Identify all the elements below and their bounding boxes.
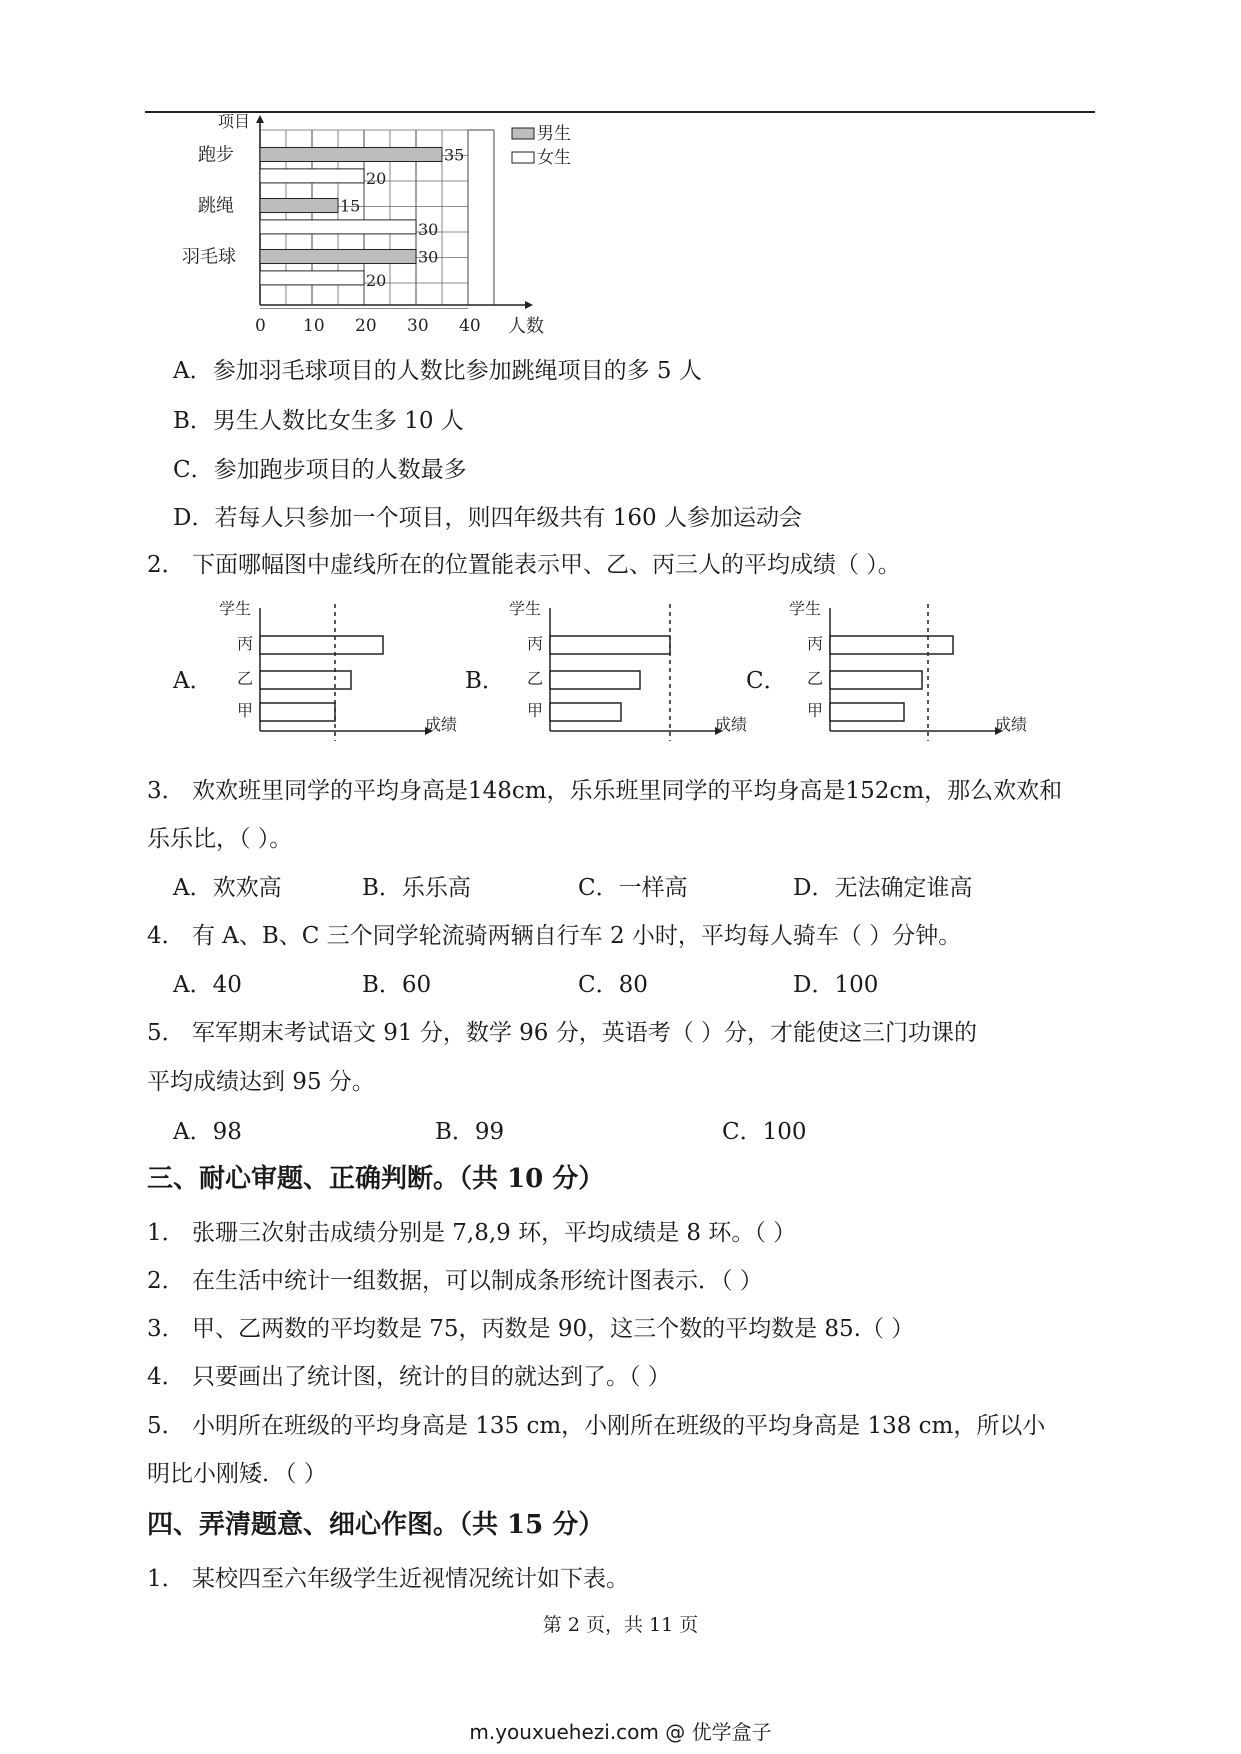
category-label: 甲 xyxy=(527,701,544,720)
category-label: 丙 xyxy=(237,634,254,653)
bar xyxy=(260,703,335,721)
category-label: 羽毛球 xyxy=(182,246,236,268)
q1-option-d: D．若每人只参加一个项目，则四年级共有 160 人参加运动会 xyxy=(173,505,802,531)
q5-line2: 平均成绩达到 95 分。 xyxy=(147,1069,375,1095)
bar-girls xyxy=(260,220,416,234)
q3-line2: 乐乐比，（ ）。 xyxy=(147,826,293,852)
category-label: 丙 xyxy=(527,634,544,653)
bar-girls xyxy=(260,271,364,285)
category-label: 乙 xyxy=(807,669,824,688)
section3-item-5-line2: 明比小刚矮．（ ） xyxy=(147,1461,327,1487)
q4-stem: 4． 有 A、B、C 三个同学轮流骑两辆自行车 2 小时，平均每人骑车（ ）分钟。 xyxy=(147,923,962,949)
x-axis-arrow xyxy=(525,301,533,309)
x-axis-label: 成绩 xyxy=(425,715,458,734)
bar xyxy=(550,671,640,689)
bar-label-boys: 15 xyxy=(340,196,361,216)
y-axis-arrow xyxy=(256,115,264,123)
section4-title: 四、弄清题意、细心作图。（共 15 分） xyxy=(147,1510,605,1540)
section3-item-4: 4． 只要画出了统计图，统计的目的就达到了。（ ） xyxy=(147,1364,671,1390)
bar-label-girls: 30 xyxy=(418,219,439,239)
y-axis-label: 学生 xyxy=(509,599,542,618)
x-tick-label: 40 xyxy=(459,316,481,336)
q3-option-c: C．一样高 xyxy=(578,875,688,901)
q3-option-a: A．欢欢高 xyxy=(173,875,282,901)
q4-option-d: D．100 xyxy=(793,972,879,998)
q2-chart-a xyxy=(215,596,470,741)
q4-option-b: B．60 xyxy=(362,972,432,998)
section3-item-5: 5． 小明所在班级的平均身高是 135 cm，小刚所在班级的平均身高是 138 cm，所以小 xyxy=(147,1413,1046,1439)
q4-option-a: A．40 xyxy=(173,972,242,998)
site-watermark: m.youxuehezi.com @ 优学盒子 xyxy=(469,1720,772,1744)
bar-label-boys: 35 xyxy=(444,145,465,165)
q1-option-c: C．参加跑步项目的人数最多 xyxy=(173,457,467,483)
q2-label-b: B． xyxy=(465,668,505,694)
legend-label-girls: 女生 xyxy=(537,148,571,168)
legend-swatch-boys xyxy=(512,128,534,139)
bar xyxy=(830,703,904,721)
bar-label-boys: 30 xyxy=(418,247,439,267)
q3-line1: 3． 欢欢班里同学的平均身高是148cm，乐乐班里同学的平均身高是152cm，那么欢欢和 xyxy=(147,778,1063,804)
q4-option-c: C．80 xyxy=(578,972,648,998)
category-label: 丙 xyxy=(807,634,824,653)
bar xyxy=(830,671,922,689)
q2-chart-b xyxy=(505,596,760,741)
x-axis-label: 成绩 xyxy=(715,715,748,734)
page-footer: 第 2 页，共 11 页 xyxy=(542,1614,699,1636)
bar xyxy=(260,636,383,654)
q5-line1: 5． 军军期末考试语文 91 分，数学 96 分，英语考（ ）分，才能使这三门功课的 xyxy=(147,1020,978,1046)
category-label: 跑步 xyxy=(198,144,234,166)
q3-option-b: B．乐乐高 xyxy=(362,875,471,901)
bar-boys xyxy=(260,147,442,161)
bar xyxy=(260,671,351,689)
y-axis-label: 项目 xyxy=(218,112,251,131)
y-axis-label: 学生 xyxy=(789,599,822,618)
category-label: 甲 xyxy=(807,701,824,720)
category-label: 乙 xyxy=(527,669,544,688)
section3-item-1: 1． 张珊三次射击成绩分别是 7,8,9 环，平均成绩是 8 环。（ ） xyxy=(147,1220,797,1246)
q5-option-c: C．100 xyxy=(722,1119,807,1145)
section3-item-2: 2． 在生活中统计一组数据，可以制成条形统计图表示．（ ） xyxy=(147,1268,763,1294)
q5-option-b: B．99 xyxy=(435,1119,505,1145)
q2-chart-c xyxy=(785,596,1040,741)
y-axis-label: 学生 xyxy=(219,599,252,618)
q1-option-b: B．男生人数比女生多 10 人 xyxy=(173,408,464,434)
header-rule xyxy=(145,111,1095,113)
x-tick-label: 0 xyxy=(255,316,266,336)
bar-boys xyxy=(260,198,338,212)
bar-girls xyxy=(260,169,364,183)
x-tick-label: 30 xyxy=(407,316,429,336)
category-label: 跳绳 xyxy=(198,195,234,217)
q1-option-a: A．参加羽毛球项目的人数比参加跳绳项目的多 5 人 xyxy=(173,358,702,384)
q5-option-a: A．98 xyxy=(173,1119,242,1145)
category-label: 乙 xyxy=(237,669,254,688)
sports-bar-chart xyxy=(182,112,590,340)
q2-label-c: C． xyxy=(746,668,787,694)
section3-item-3: 3． 甲、乙两数的平均数是 75，丙数是 90，这三个数的平均数是 85.（ ） xyxy=(147,1316,915,1342)
bar xyxy=(830,636,953,654)
x-axis-label: 人数 xyxy=(508,316,544,337)
bar-label-girls: 20 xyxy=(366,168,387,188)
x-axis-label: 成绩 xyxy=(995,715,1028,734)
category-label: 甲 xyxy=(237,701,254,720)
bar-label-girls: 20 xyxy=(366,270,387,290)
bar xyxy=(550,636,670,654)
bar-boys xyxy=(260,249,416,263)
legend-swatch-girls xyxy=(512,152,534,163)
section3-title: 三、耐心审题、正确判断。（共 10 分） xyxy=(147,1164,605,1194)
q2-stem: 2． 下面哪幅图中虚线所在的位置能表示甲、乙、丙三人的平均成绩（ ）。 xyxy=(147,552,901,578)
section4-item-1: 1． 某校四至六年级学生近视情况统计如下表。 xyxy=(147,1566,629,1592)
q3-option-d: D．无法确定谁高 xyxy=(793,875,973,901)
x-tick-label: 10 xyxy=(303,316,325,336)
bar xyxy=(550,703,621,721)
q2-label-a: A． xyxy=(173,668,213,694)
x-tick-label: 20 xyxy=(355,316,377,336)
legend-label-boys: 男生 xyxy=(537,124,571,144)
